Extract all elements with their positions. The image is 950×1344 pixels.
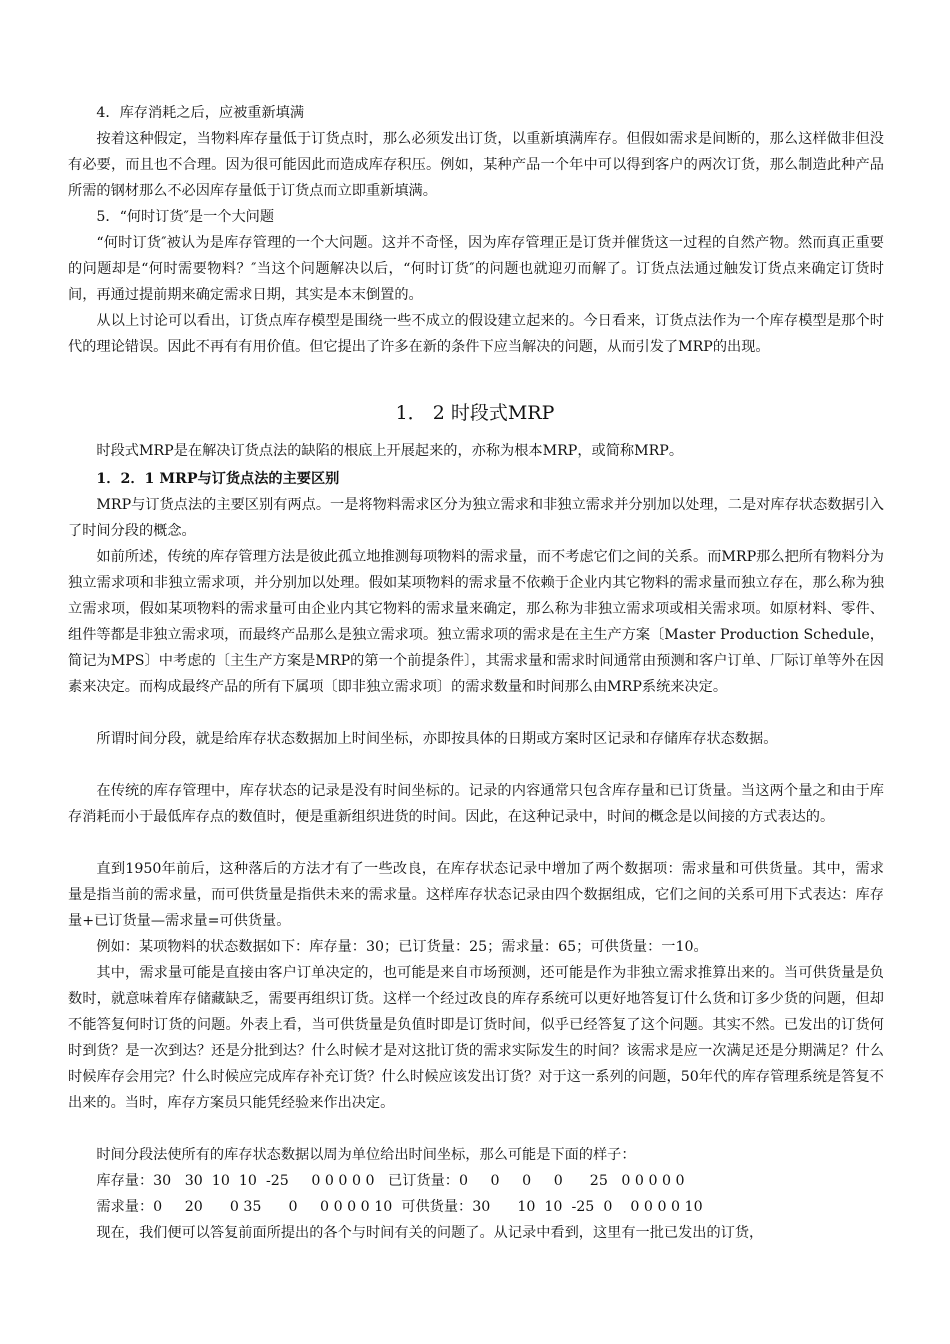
paragraph-time-phasing: 所谓时间分段，就是给库存状态数据加上时间坐标，亦即按具体的日期或方案时区记录和存储库存状态数据。 — [96, 731, 778, 747]
paragraph-assumption-5-title: 5．“何时订货″是一个大问题 — [96, 209, 275, 225]
paragraph-answer: 现在，我们便可以答复前面所提出的各个与时间有关的问题了。从记录中看到，这里有一批已发出的订货， — [96, 1225, 764, 1241]
paragraph-1950-improvement: 直到1950年前后，这种落后的方法才有了一些改良，在库存状态记录中增加了两个数据项：需求量和可供货量。其中，需求量是指当前的需求量，而可供货量是指供未来的需求量。这样库存状态记录由四个数据组成，它们之间的关系可用下式表达：库存量+已订货量—需求量=可供货量。 — [68, 861, 884, 929]
data-row-inventory: 库存量：30 30 10 10 -25 0 0 0 0 0 已订货量：0 0 0 0 25 0 0 0 0 0 — [96, 1173, 685, 1189]
paragraph-assumption-5-body: “何时订货″被认为是库存管理的一个大问题。这并不奇怪，因为库存管理正是订货并催货这一过程的自然产物。然而真正重要的问题却是“何时需要物料？″当这个问题解决以后，“何时订货″的问题也就迎刃而解了。订货点法通过触发订货点来确定订货时间，再通过提前期来确定需求日期，其实是本末倒置的。 — [68, 235, 884, 303]
paragraph-traditional-records: 在传统的库存管理中，库存状态的记录是没有时间坐标的。记录的内容通常只包含库存量和已订货量。当这两个量之和由于库存消耗而小于最低库存点的数值时，便是重新组织进货的时间。因此，在这种记录中，时间的概念是以间接的方式表达的。 — [68, 783, 884, 825]
paragraph-questions: 其中，需求量可能是直接由客户订单决定的，也可能是来自市场预测，还可能是作为非独立需求推算出来的。当可供货量是负数时，就意味着库存储藏缺乏，需要再组织订货。这样一个经过改良的库存系统可以更好地答复订什么货和订多少货的问题，但却不能答复何时订货的问题。外表上看，当可供货量是负值时即是订货时间，似乎已经答复了这个问题。其实不然。已发出的订货何时到货？是一次到达？还是分批到达？什么时候才是对这批订货的需求实际发生的时间？该需求是应一次满足还是分期满足？什么时候库存会用完？什么时候应完成库存补充订货？什么时候应该发出订货？对于这一系列的问题，50年代的库存管理系统是答复不出来的。当时，库存方案员只能凭经验来作出决定。 — [68, 965, 884, 1111]
paragraph-assumption-4-title: 4．库存消耗之后，应被重新填满 — [96, 105, 305, 121]
paragraph-assumption-4-body: 按着这种假定，当物料库存量低于订货点时，那么必须发出订货，以重新填满库存。但假如需求是间断的，那么这样做非但没有必要，而且也不合理。因为很可能因此而造成库存积压。例如，某种产品一个年中可以得到客户的两次订货，那么制造此种产品所需的钢材那么不必因库存量低于订货点而立即重新填满。 — [68, 131, 884, 199]
paragraph-independent-demand: 如前所述，传统的库存管理方法是彼此孤立地推测每项物料的需求量，而不考虑它们之间的关系。而MRP那么把所有物料分为独立需求项和非独立需求项，并分别加以处理。假如某项物料的需求量不依赖于企业内其它物料的需求量而独立存在，那么称为独立需求项，假如某项物料的需求量可由企业内其它物料的需求量来确定，那么称为非独立需求项或相关需求项。如原材料、零件、组件等都是非独立需求项，而最终产品那么是独立需求项。独立需求项的需求是在主生产方案〔Master Production Schedule，简记为MPS〕中考虑的〔主生产方案是MRP的第一个前提条件〕，其需求量和需求时间通常由预测和客户订单、厂际订单等外在因素来决定。而构成最终产品的所有下属项〔即非独立需求项〕的需求数量和时间那么由MRP系统来决定。 — [68, 549, 884, 695]
paragraph-conclusion: 从以上讨论可以看出，订货点库存模型是围绕一些不成立的假设建立起来的。今日看来，订货点法作为一个库存模型是那个时代的理论错误。因此不再有有用价值。但它提出了许多在新的条件下应当解决的问题，从而引发了MRP的出现。 — [68, 313, 884, 355]
paragraph-mrp-intro: 时段式MRP是在解决订货点法的缺陷的根底上开展起来的，亦称为根本MRP，或简称MRP。 — [96, 443, 684, 459]
paragraph-weekly-data: 时间分段法使所有的库存状态数据以周为单位给出时间坐标，那么可能是下面的样子： — [96, 1147, 636, 1163]
data-row-demand: 需求量：0 20 0 35 0 0 0 0 0 10 可供货量：30 10 10 -25 0 0 0 0 0 10 — [96, 1199, 703, 1215]
paragraph-main-difference: MRP与订货点法的主要区别有两点。一是将物料需求区分为独立需求和非独立需求并分别加以处理，二是对库存状态数据引入了时间分段的概念。 — [68, 497, 884, 539]
section-heading: 1． 2 时段式MRP — [395, 402, 555, 424]
paragraph-example: 例如：某项物料的状态数据如下：库存量：30；已订货量：25；需求量：65；可供货量：一10。 — [96, 939, 708, 955]
subsection-heading: 1．2．1 MRP与订货点法的主要区别 — [96, 471, 340, 487]
